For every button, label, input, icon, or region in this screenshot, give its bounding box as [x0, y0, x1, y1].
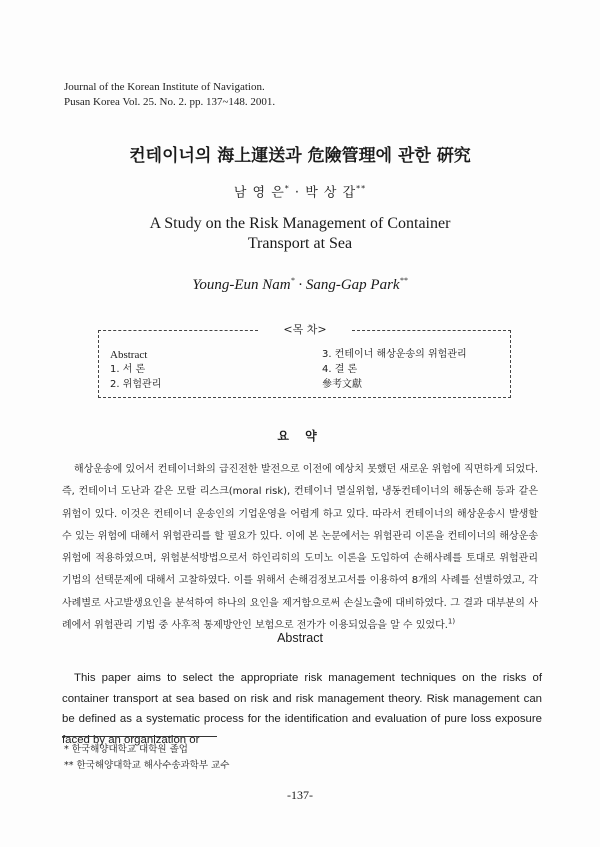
footnote-divider [62, 736, 217, 737]
english-title-line-2: Transport at Sea [247, 235, 353, 252]
author-2-ko: 박 상 갑 [305, 185, 357, 201]
toc-item-introduction: 1. 서 론 [110, 364, 146, 375]
footnote-1-text: 한국해양대학교 대학원 졸업 [71, 744, 188, 755]
page-number: -137- [287, 788, 313, 802]
author-1-ko: 남 영 은 [233, 185, 285, 201]
toc-item-conclusion: 4. 결 론 [322, 364, 358, 375]
summary-heading: 요 약 [277, 429, 323, 443]
korean-abstract-text: 해상운송에 있어서 컨테이너화의 급진전한 발전으로 이전에 예상치 못했던 새로운 위험에 직면하게 되었다. 즉, 컨테이너 도난과 같은 모랄 리스크(moral risk), 컨테이너 멸실위험, 냉동컨테이너의 해동손해 등과 같은 위험이 있다. 이것은 컨테이너 운송인의 기업운영을 어렵게 하고 있다. 따라서 컨테이너의 해상운송시 발생할 수 있는 위험에 대해서 위험관리를 할 필요가 있다. 이에 본 논문에서는 위험관리 이론을 컨테이너의 해상운송위험에 적용하였으며, 위험분석방법으로서 하인리히의 도미노 이론을 도입하여 손해사례를 토대로 위험관리 기법의 선택문제에 대해서 고찰하였다. 이를 위해서 손해검정보고서를 이용하여 8개의 사례를 선별하였고, 각 사례별로 사고발생요인을 분석하여 하나의 요인을 제거함으로써 손실노출에 대비하였다. 그 결과 대부분의 사례에서 위험관리 기법 중 사후적 통제방안인 보험으로 전가가 이용되었음을 알 수 있었다. [62, 464, 538, 632]
footnote-2-text: 한국해양대학교 해사수송과학부 교수 [76, 760, 230, 771]
journal-volume-info: Pusan Korea Vol. 25. No. 2. pp. 137~148. 2001. [64, 96, 276, 108]
footnote-marker: 1) [447, 617, 456, 626]
toc-item-abstract: Abstract [110, 349, 148, 361]
journal-citation [64, 80, 275, 110]
english-authors [0, 272, 600, 294]
english-abstract: This paper aims to select the appropriate risk management techniques on the risks of container transport at sea based on risk and risk management theory. Risk management can be defined as a systematic process for the identification and evaluation of pure loss exposure faced by an organization or [62, 672, 542, 746]
author-separator-en: · [294, 277, 306, 293]
footnote-2 [64, 759, 229, 772]
footnote-1 [64, 743, 188, 756]
abstract-heading: Abstract [277, 631, 323, 645]
affiliation-mark-2-en: ** [399, 276, 408, 285]
english-title [0, 214, 600, 254]
author-2-en: Sang-Gap Park [305, 277, 400, 293]
affiliation-mark-2: ** [356, 184, 367, 193]
toc-heading: <목 차> [283, 323, 327, 336]
footnote-1-mark: * [64, 744, 69, 755]
korean-title: 컨테이너의 海上運送과 危險管理에 관한 硏究 [129, 146, 471, 166]
toc-item-references: 參考文獻 [322, 379, 362, 390]
korean-abstract [62, 459, 538, 637]
footnote-2-mark: ** [64, 760, 74, 771]
journal-name: Journal of the Korean Institute of Navigation. [64, 81, 265, 93]
toc-item-risk-management: 2. 위험관리 [110, 379, 162, 390]
author-separator: · [289, 185, 306, 201]
author-1-en: Young-Eun Nam [192, 277, 291, 293]
affiliation-mark-1-en: * [290, 276, 295, 285]
english-title-line-1: A Study on the Risk Management of Container [149, 215, 451, 232]
toc-item-container-risk: 3. 컨테이너 해상운송의 위험관리 [322, 349, 467, 360]
affiliation-mark-1: * [284, 184, 290, 193]
korean-authors [0, 180, 600, 202]
